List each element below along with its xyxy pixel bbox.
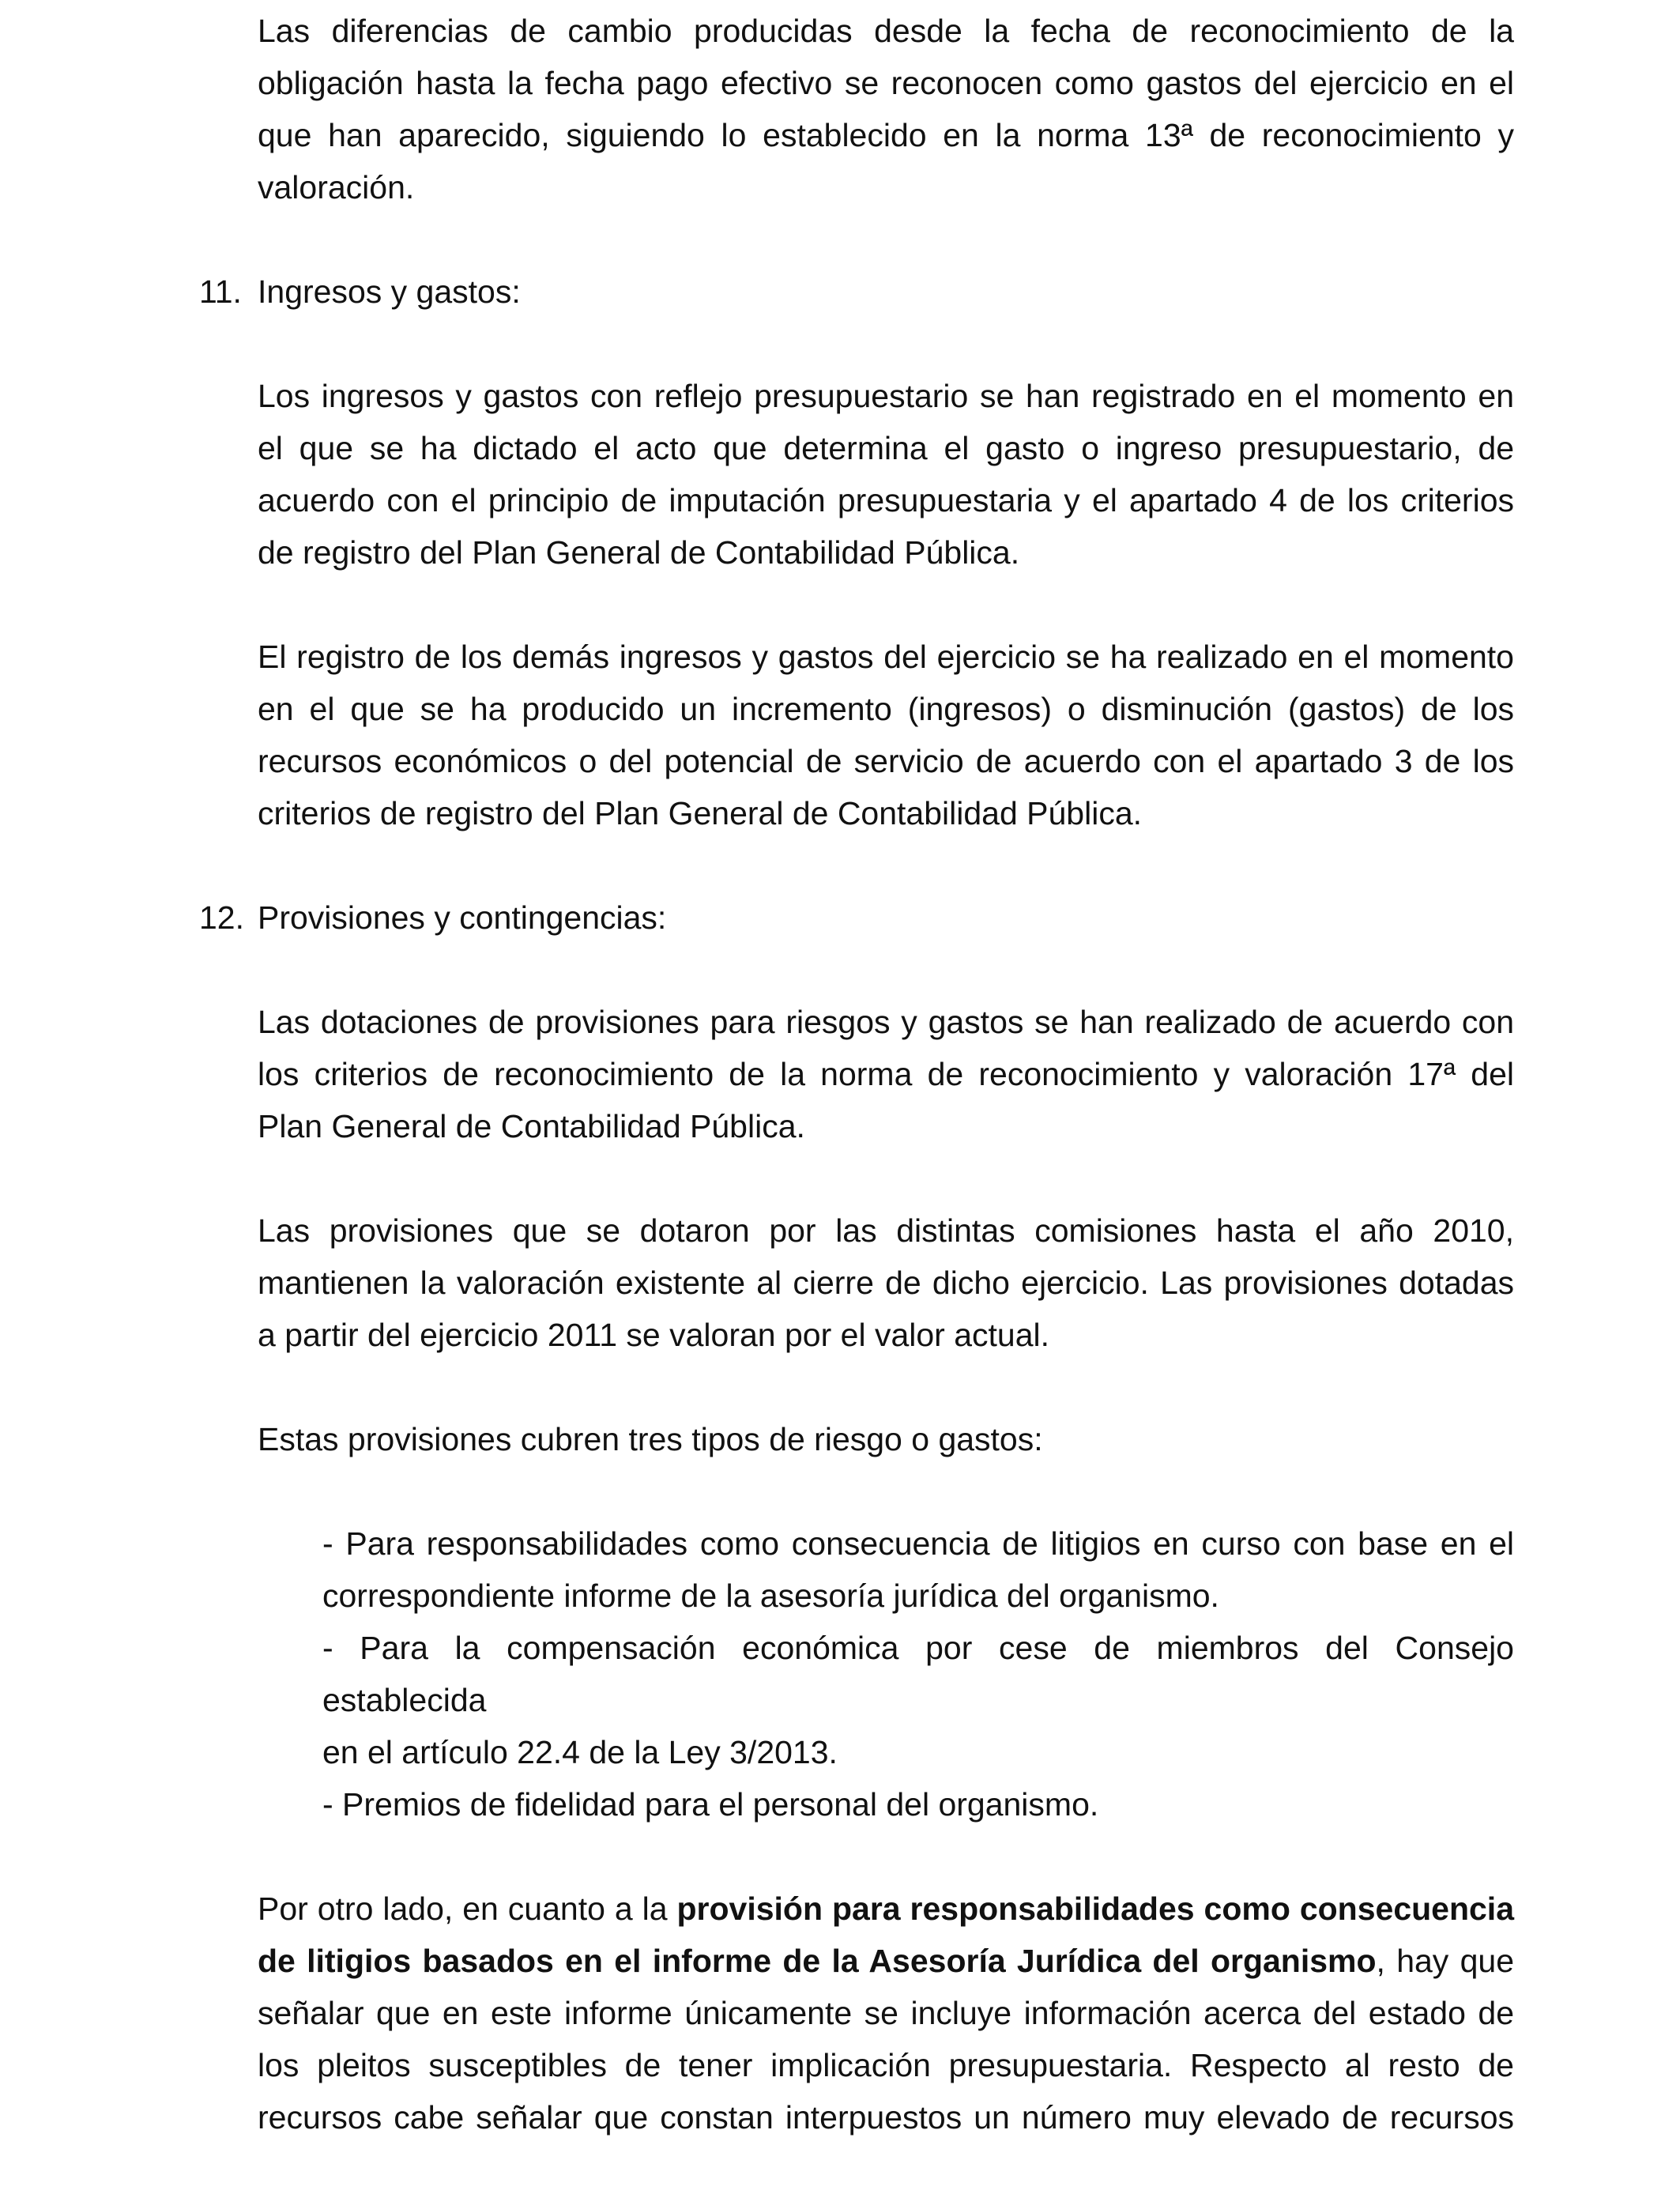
text-line (258, 1935, 1514, 1987)
text-line: Las provisiones que se dotaron por las distintas comisiones hasta el año 2010, (258, 1212, 1514, 1249)
list-item-continuation: en el artículo 22.4 de la Ley 3/2013. (322, 1734, 838, 1770)
text-line: a partir del ejercicio 2011 se valoran por el valor actual. (258, 1317, 1049, 1353)
paragraph-other-income-expenses (258, 631, 1514, 839)
text-line: que han aparecido, siguiendo lo establecido en la norma 13ª de reconocimiento y (258, 117, 1514, 153)
text-run: Por otro lado, en cuanto a la (258, 1891, 677, 1927)
list-item: - Para responsabilidades como consecuencia de litigios en curso con base en el (322, 1525, 1514, 1562)
text-line: Estas provisiones cubren tres tipos de riesgo o gastos: (258, 1421, 1043, 1457)
list-item: - Para la compensación económica por cese de miembros del Consejo (322, 1630, 1514, 1666)
text-line: Las diferencias de cambio producidas desde la fecha de reconocimiento de la (258, 13, 1514, 49)
text-line: El registro de los demás ingresos y gastos del ejercicio se ha realizado en el momento (258, 639, 1514, 675)
section-title: Provisiones y contingencias: (258, 899, 667, 936)
text-line: de registro del Plan General de Contabilidad Pública. (258, 534, 1020, 571)
text-line (258, 1883, 1514, 1935)
list-item: - Premios de fidelidad para el personal del organismo. (322, 1786, 1099, 1823)
paragraph-provision-allocations (258, 996, 1514, 1152)
bold-text-run: provisión para responsabilidades como consecuencia (676, 1891, 1515, 1927)
text-line: recursos cabe señalar que constan interpuestos un número muy elevado de recursos (258, 2099, 1514, 2136)
section-number: 11. (199, 273, 242, 310)
text-line: Plan General de Contabilidad Pública. (258, 1108, 805, 1144)
text-line: obligación hasta la fecha pago efectivo se reconocen como gastos del ejercicio en el (258, 65, 1514, 101)
text-line: Los ingresos y gastos con reflejo presupuestario se han registrado en el momento en (258, 378, 1514, 414)
text-line: Las dotaciones de provisiones para riesgos y gastos se han realizado de acuerdo con (258, 1004, 1514, 1040)
paragraph-provision-valuation (258, 1204, 1514, 1361)
section-number: 12. (199, 899, 244, 936)
list-item-continuation: establecida (322, 1682, 487, 1718)
paragraph-exchange-differences (258, 5, 1514, 213)
section-heading-12 (199, 892, 1514, 944)
paragraph-budget-income-expenses (258, 370, 1514, 579)
text-line: en el que se ha producido un incremento (ingresos) o disminución (gastos) de los (258, 691, 1514, 727)
bold-text-run: de litigios basados en el informe de la Asesoría Jurídica del organismo (258, 1943, 1377, 1979)
text-line: los criterios de reconocimiento de la norma de reconocimiento y valoración 17ª del (258, 1056, 1514, 1092)
text-line: el que se ha dictado el acto que determina el gasto o ingreso presupuestario, de (258, 430, 1514, 466)
text-line: valoración. (258, 169, 415, 205)
text-line: señalar que en este informe únicamente se incluye información acerca del estado de (258, 1995, 1514, 2031)
text-line: acuerdo con el principio de imputación presupuestaria y el apartado 4 de los criterios (258, 482, 1514, 518)
risk-types-list (322, 1517, 1514, 1830)
text-line: mantienen la valoración existente al cierre de dicho ejercicio. Las provisiones dotadas (258, 1265, 1514, 1301)
paragraph-risk-types-intro (258, 1413, 1514, 1465)
paragraph-litigation-provision (258, 1883, 1514, 2143)
text-line: criterios de registro del Plan General de Contabilidad Pública. (258, 795, 1143, 831)
list-item-continuation: correspondiente informe de la asesoría jurídica del organismo. (322, 1578, 1219, 1614)
section-heading-11 (199, 266, 1514, 318)
text-line: recursos económicos o del potencial de servicio de acuerdo con el apartado 3 de los (258, 743, 1514, 779)
section-title: Ingresos y gastos: (258, 273, 521, 310)
text-run: , hay que (1376, 1943, 1514, 1979)
text-line: los pleitos susceptibles de tener implicación presupuestaria. Respecto al resto de (258, 2047, 1514, 2083)
